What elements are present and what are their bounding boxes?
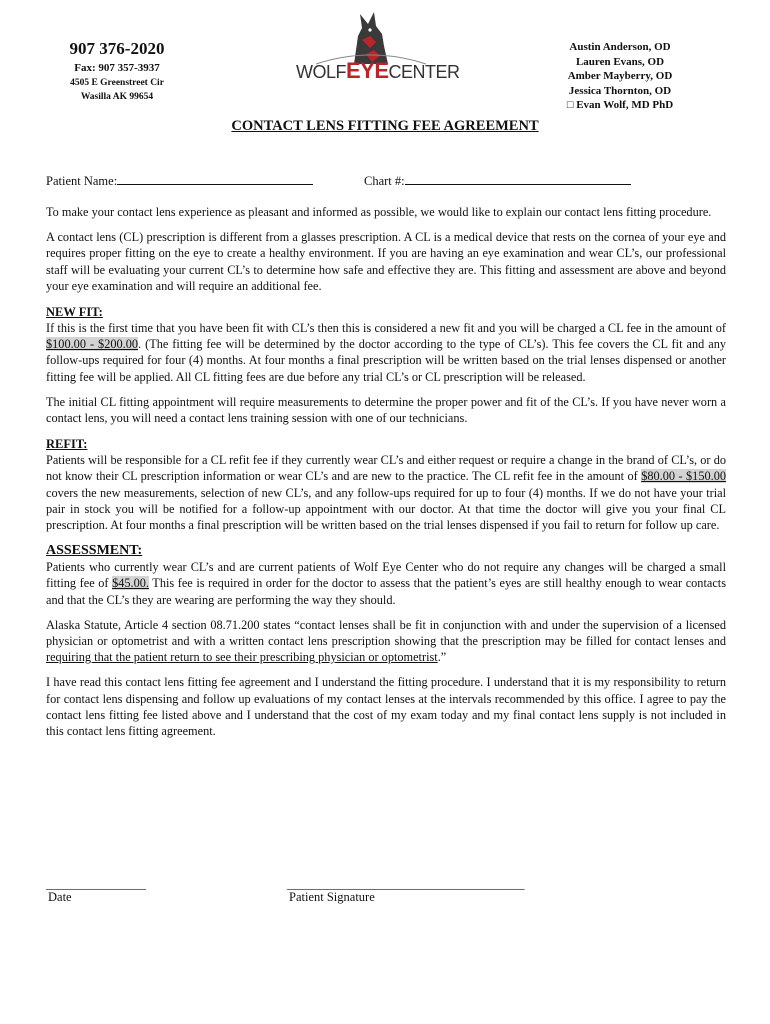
new-fit-paragraph-1 xyxy=(46,320,726,385)
new-fit-paragraph-2: The initial CL fitting appointment will require measurements to determine the proper power and fit of the CL’s. If you have never worn a contact lens, you will need a contact lens training session with one of our technicians. xyxy=(46,394,726,426)
chart-number-label: Chart #: xyxy=(364,174,405,188)
date-line[interactable]: ________________ xyxy=(46,877,146,891)
date-signature-block[interactable] xyxy=(46,878,146,905)
patient-signature-line[interactable]: ______________________________________ xyxy=(287,877,525,891)
refit-paragraph xyxy=(46,452,726,533)
patient-name-line[interactable] xyxy=(117,172,313,185)
doctor-name: Austin Anderson, OD xyxy=(569,41,671,53)
assessment-text-a: Patients who currently wear CL’s and are current patients of Wolf Eye Center who do not require any changes will be charged a small fitting fee of xyxy=(46,560,726,591)
contact-block xyxy=(42,38,192,104)
new-fit-heading: NEW FIT: xyxy=(46,305,103,320)
assessment-paragraph xyxy=(46,559,726,608)
chart-number-line[interactable] xyxy=(405,172,631,185)
address-line-1: 4505 E Greenstreet Cir xyxy=(70,78,164,88)
date-label: Date xyxy=(48,890,72,904)
document-title: CONTACT LENS FITTING FEE AGREEMENT xyxy=(231,118,539,134)
assessment-text-b: This fee is required in order for the doctor to assess that the patient’s eyes are still healthy enough to wear contacts and that the CL’s they are wearing are performing the way they should. xyxy=(46,576,726,607)
new-fit-fee: $100.00 - $200.00 xyxy=(46,337,139,352)
statute-text-b: .” xyxy=(437,650,447,665)
agreement-body xyxy=(46,204,726,748)
refit-heading: REFIT: xyxy=(46,437,88,452)
doctor-name: Lauren Evans, OD xyxy=(575,55,665,68)
logo-center-text: CENTER xyxy=(388,62,460,82)
logo-wordmark xyxy=(296,58,460,84)
chart-number-field[interactable] xyxy=(364,172,631,189)
statute-paragraph xyxy=(46,617,726,666)
patient-signature-block[interactable] xyxy=(287,878,525,905)
logo-eye-text: EYE xyxy=(346,58,389,83)
acknowledgement-paragraph: I have read this contact lens fitting fee agreement and I understand the fitting procedure. I understand that it is my responsibility to return for contact lens dispensing and follow up evaluations of my contact lenses at the intervals recommended by this office. I agree to pay the contact lens fitting fee listed above and I understand that the cost of my exam today and my final contact lens supply is not included in this contact lens fitting agreement. xyxy=(46,675,726,739)
wolf-eye-center-logo xyxy=(296,6,460,90)
doctor-list xyxy=(540,40,700,113)
phone-number: 907 376-2020 xyxy=(69,39,165,58)
intro-paragraph-1: To make your contact lens experience as pleasant and informed as possible, we would like to explain our contact lens fitting procedure. xyxy=(46,205,712,219)
statute-underlined: requiring that the patient return to see their prescribing physician or optometrist xyxy=(46,650,438,665)
new-fit-text-a: If this is the first time that you have been fit with CL’s then this is considered a new fit and you will be charged a CL fee in the amount of xyxy=(46,321,726,336)
refit-fee: $80.00 - $150.00 xyxy=(641,469,726,484)
refit-text-a: Patients will be responsible for a CL refit fee if they currently wear CL’s and either request or require a change in the brand of CL’s, or do not know their CL prescription information or wear CL’s and are new to the practice. The CL refit fee in the amount of xyxy=(46,453,726,484)
doctor-name: Jessica Thornton, OD xyxy=(568,84,672,97)
logo-wolf-text: WOLF xyxy=(296,62,346,82)
patient-signature-label: Patient Signature xyxy=(289,890,375,904)
doctor-name: □ Evan Wolf, MD PhD xyxy=(566,99,674,112)
intro-paragraph-2: A contact lens (CL) prescription is different from a glasses prescription. A CL is a medical device that rests on the cornea of your eye and requires proper fitting on the eye to create a healthy environment. If you are having an eye examination and wear CL’s, our professional staff will be evaluating your current CL’s to determine how safe and effective they are. This fitting and assessment are above and beyond your eye examination and will require an additional fee. xyxy=(46,230,726,293)
assessment-heading: ASSESSMENT: xyxy=(46,543,143,559)
patient-name-label: Patient Name: xyxy=(46,174,118,188)
patient-name-field[interactable] xyxy=(46,172,313,189)
address-line-2: Wasilla AK 99654 xyxy=(80,92,154,102)
assessment-fee: $45.00. xyxy=(112,576,149,591)
new-fit-text-b: . (The fitting fee will be determined by the doctor according to the type of CL’s). This fee covers the CL fit and any follow-ups required for four (4) months. At four months a final prescription will be written based on the trial lenses dispensed or another fitting fee will be applied. All CL fitting fees are due before any trial CL’s or CL prescription will be released. xyxy=(46,337,726,384)
fax-number: Fax: 907 357-3937 xyxy=(74,62,160,74)
statute-text-a: Alaska Statute, Article 4 section 08.71.200 states “contact lenses shall be fit in conjunction with and under the supervision of a licensed physician or optometrist and with a written contact lens prescription showing that the prescription may be filled for contact lenses and xyxy=(46,617,726,649)
wolf-icon xyxy=(296,6,446,66)
doctor-name: Amber Mayberry, OD xyxy=(567,70,673,83)
refit-text-b: covers the new measurements, selection of new CL’s, and any follow-ups required for up to four (4) months. If we do not have your trial pair in stock you will be notified for a follow-up appointment with our doctor. At that time the doctor will give you your final CL prescription. At four months a final prescription will be written based on the trial lenses dispensed if you fail to return for follow up care. xyxy=(46,485,726,533)
